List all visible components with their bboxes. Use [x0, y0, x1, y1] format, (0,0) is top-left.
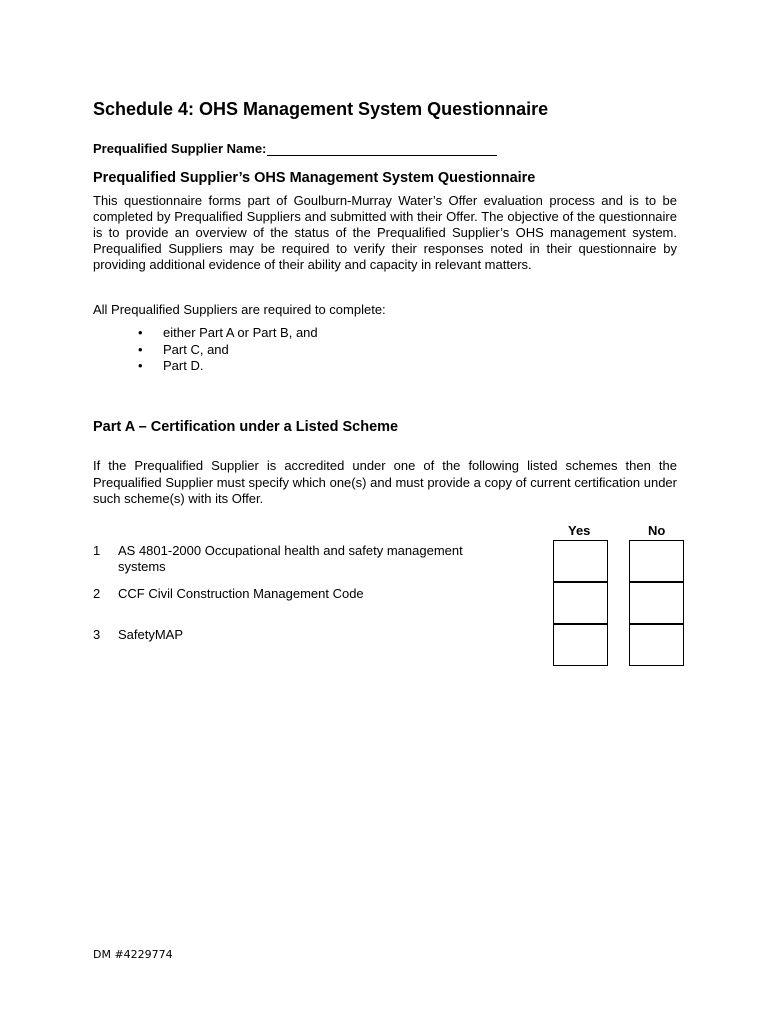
bullet-icon: •: [138, 325, 143, 340]
scheme-item: [93, 543, 508, 575]
no-checkbox-2[interactable]: [629, 582, 684, 624]
part-a-intro: If the Prequalified Supplier is accredited under one of the following listed schemes then the Prequalified Supplier must specify which one(s) and must provide a copy of current certification under such scheme(s) with its Offer.: [93, 458, 677, 506]
intro-paragraph: This questionnaire forms part of Goulburn-Murray Water’s Offer evaluation process and is to be completed by Prequalified Suppliers and submitted with their Offer. The objective of the questionnaire is to provide an overview of the status of the Prequalified Supplier’s OHS management system. Prequalified Suppliers may be required to verify their responses noted in their questionnaire by providing additional evidence of their ability and capacity in relevant matters.: [93, 193, 677, 272]
bullet-icon: •: [138, 341, 143, 357]
list-item: [138, 358, 318, 375]
scheme-item-number: 2: [93, 586, 101, 601]
yes-column-header: Yes: [568, 523, 591, 538]
required-intro: All Prequalified Suppliers are required to complete:: [93, 302, 386, 317]
scheme-item: [93, 586, 508, 602]
bullet-icon: •: [138, 358, 143, 373]
scheme-item-text: CCF Civil Construction Management Code: [118, 586, 364, 601]
yes-checkbox-2[interactable]: [553, 582, 608, 624]
list-item-text: Part D.: [163, 358, 204, 373]
document-number: DM #4229774: [93, 948, 173, 961]
scheme-item: [93, 627, 508, 643]
supplier-name-label: Prequalified Supplier Name:: [93, 141, 267, 156]
list-item-text: either Part A or Part B, and: [163, 325, 318, 340]
supplier-name-field[interactable]: [267, 141, 497, 156]
list-item: [138, 342, 318, 359]
list-item-text: Part C, and: [163, 341, 229, 357]
list-item: [138, 325, 318, 342]
supplier-name-row: [93, 141, 497, 156]
no-checkbox-3[interactable]: [629, 624, 684, 666]
section-heading: Prequalified Supplier’s OHS Management System Questionnaire: [93, 170, 536, 186]
yes-checkbox-1[interactable]: [553, 540, 608, 582]
required-list: [138, 325, 318, 375]
yes-checkbox-3[interactable]: [553, 624, 608, 666]
scheme-item-number: 3: [93, 627, 101, 642]
scheme-item-text: AS 4801-2000 Occupational health and safety management systems: [118, 543, 463, 574]
no-checkbox-1[interactable]: [629, 540, 684, 582]
no-column-header: No: [648, 523, 666, 538]
part-a-heading: Part A – Certification under a Listed Scheme: [93, 419, 399, 435]
scheme-item-number: 1: [93, 543, 101, 558]
page-title: Schedule 4: OHS Management System Questionnaire: [93, 99, 549, 119]
scheme-item-text: SafetyMAP: [118, 627, 184, 642]
